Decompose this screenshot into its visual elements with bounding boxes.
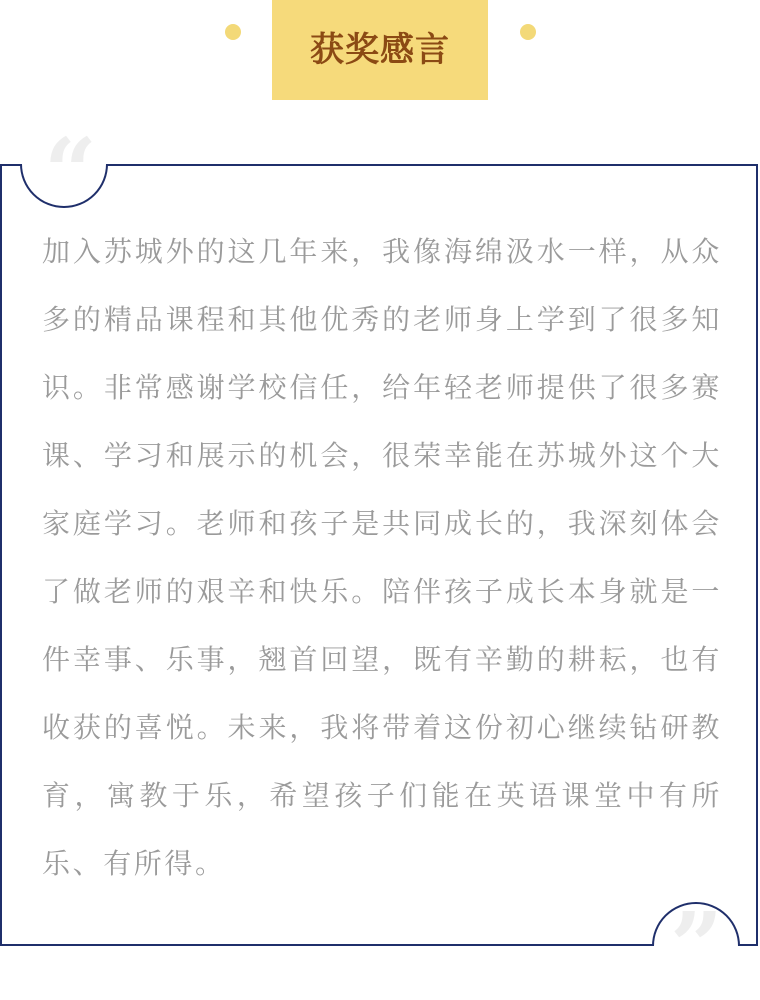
decorative-dot-right — [520, 24, 536, 40]
open-quote-icon: “ — [44, 118, 97, 226]
award-speech-text: 加入苏城外的这几年来，我像海绵汲水一样，从众多的精品课程和其他优秀的老师身上学到了很多知识。非常感谢学校信任，给年轻老师提供了很多赛课、学习和展示的机会，很荣幸能在苏城外这个大家庭学习。老师和孩子是共同成长的，我深刻体会了做老师的艰辛和快乐。陪伴孩子成长本身就是一件幸事、乐事，翘首回望，既有辛勤的耕耘，也有收获的喜悦。未来，我将带着这份初心继续钻研教育，寓教于乐，希望孩子们能在英语课堂中有所乐、有所得。 — [42, 235, 722, 880]
decorative-dot-left — [225, 24, 241, 40]
page-title: 获奖感言 — [310, 29, 450, 70]
close-quote-icon: ” — [670, 892, 723, 1000]
title-box — [272, 0, 488, 100]
title-banner — [0, 0, 760, 100]
